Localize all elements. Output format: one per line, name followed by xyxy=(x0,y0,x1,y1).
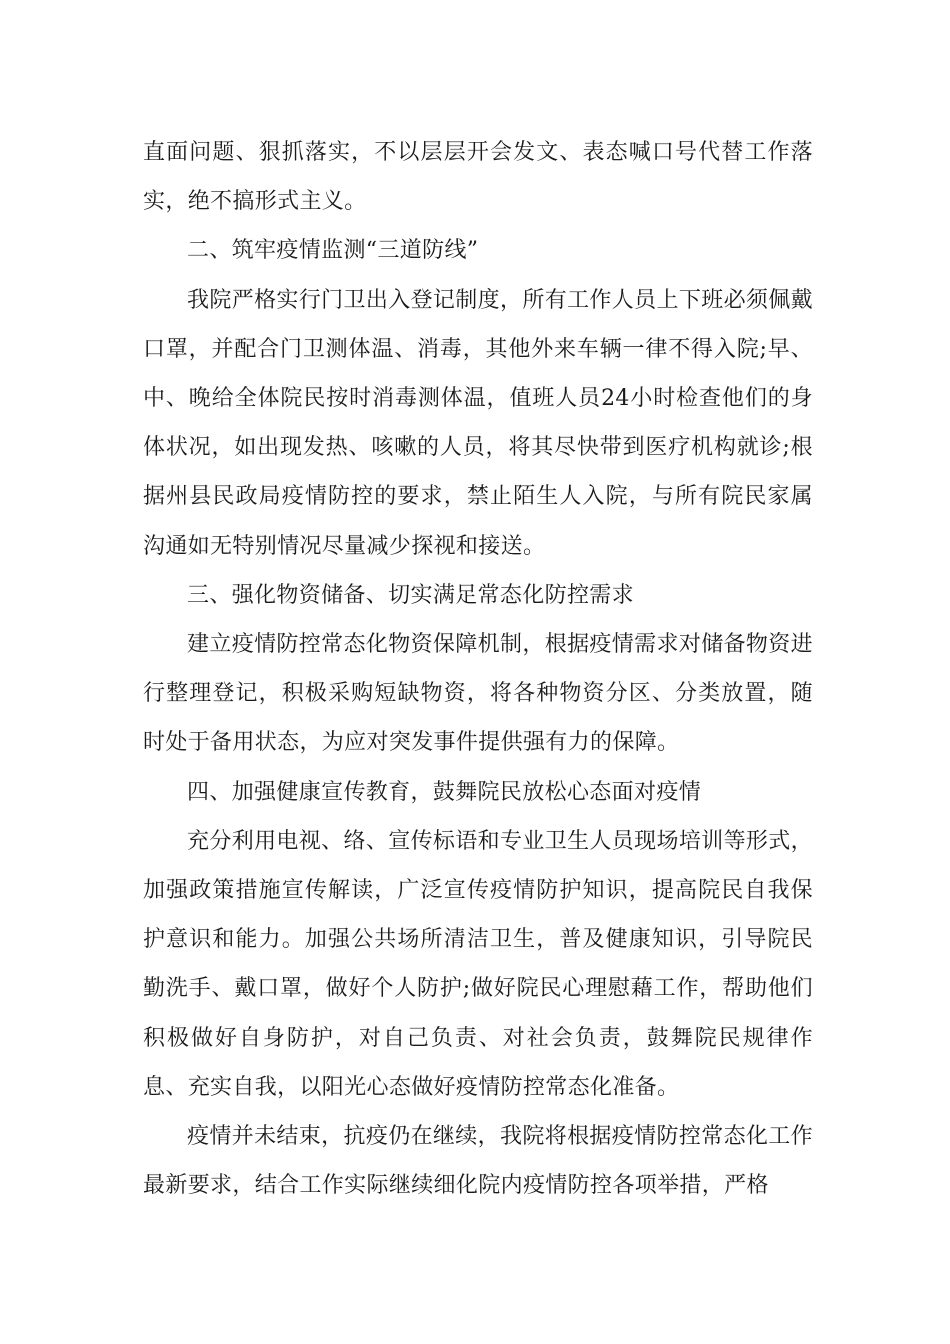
heading-section-2: 二、筑牢疫情监测“三道防线” xyxy=(187,238,479,264)
heading-section-3: 三、强化物资储备、切实满足常态化防控需求 xyxy=(187,582,635,608)
paragraph-section-2-body: 我院严格实行门卫出入登记制度，所有工作人员上下班必须佩戴口罩，并配合门卫测体温、消毒，其他外来车辆一律不得入院;早、中、晚给全体院民按时消毒测体温，值班人员24小时检查他们的身体状况，如出现发热、咳嗽的人员，将其尽快带到医疗机构就诊;根据州县民政局疫情防控的要求，禁止陌生人入院，与所有院民家属沟通如无特别情况尽量减少探视和接送。 xyxy=(143,287,813,559)
paragraph-section-4-body: 充分利用电视、络、宣传标语和专业卫生人员现场培训等形式，加强政策措施宣传解读，广泛宣传疫情防护知识，提高院民自我保护意识和能力。加强公共场所清洁卫生，普及健康知识，引导院民勤洗手、戴口罩，做好个人防护;做好院民心理慰藉工作，帮助他们积极做好自身防护，对自己负责、对社会负责，鼓舞院民规律作息、充实自我，以阳光心态做好疫情防控常态化准备。 xyxy=(143,828,813,1100)
paragraph-continuation: 直面问题、狠抓落实，不以层层开会发文、表态喊口号代替工作落实，绝不搞形式主义。 xyxy=(143,140,813,215)
paragraph-closing: 疫情并未结束，抗疫仍在继续，我院将根据疫情防控常态化工作最新要求，结合工作实际继续细化院内疫情防控各项举措，严格 xyxy=(143,1124,813,1199)
document-body xyxy=(143,128,813,1210)
heading-section-4: 四、加强健康宣传教育，鼓舞院民放松心态面对疫情 xyxy=(187,779,702,805)
paragraph-section-3-body: 建立疫情防控常态化物资保障机制，根据疫情需求对储备物资进行整理登记，积极采购短缺物资，将各种物资分区、分类放置，随时处于备用状态，为应对突发事件提供强有力的保障。 xyxy=(143,632,813,756)
